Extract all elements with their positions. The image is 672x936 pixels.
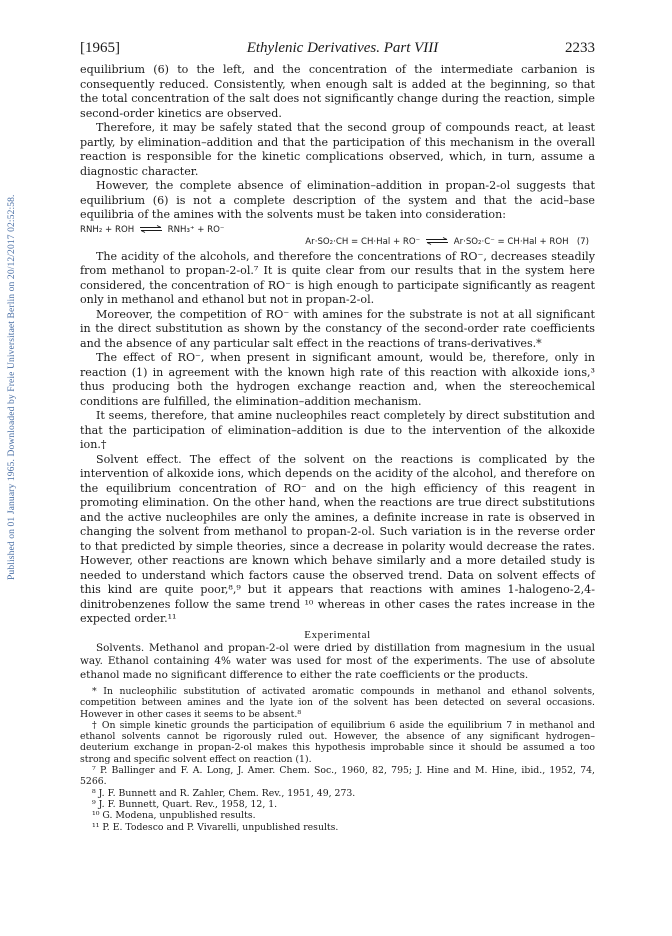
header-title: Ethylenic Derivatives. Part VIII [246,40,439,56]
page-body [80,40,595,833]
reference: ⁷ P. Ballinger and F. A. Long, J. Amer. Chem. Soc., 1960, 82, 795; J. Hine and M. Hine, ibid., 1952, 74, 5266. [80,765,595,788]
footnote: † On simple kinetic grounds the participation of equilibrium 6 aside the equilibrium 7 in methanol and ethanol solvents cannot be rigorously ruled out. However, the absence of any significant hydrogen–deuterium exchange in propan-2-ol makes this hypothesis improbable since it should be assumed a too strong and specific solvent effect on reaction (1). [80,719,595,765]
equation-7 [80,236,595,248]
running-header [80,40,595,57]
reference: ⁸ J. F. Bunnett and R. Zahler, Chem. Rev., 1951, 49, 273. [92,787,356,799]
header-page-number: 2233 [564,40,595,56]
reference: ⁹ J. F. Bunnett, Quart. Rev., 1958, 12, 1. [92,798,278,810]
equation-number: (7) [576,236,589,247]
footnote: * In nucleophilic substitution of activated aromatic compounds in methanol and ethanol solvents, competition between amines and the lyate ion of the solvent has been detected on several occasions. However in other cases it seems to be absent.⁸ [80,686,595,720]
reference: ¹⁰ G. Modena, unpublished results. [92,810,256,822]
paragraph: Solvents. Methanol and propan-2-ol were dried by distillation from magnesium in the usual way. Ethanol containing 4% water was used for most of the experiments. The use of absolute ethanol made no significant difference to either the rate coefficients or the products. [80,641,595,681]
equation-left: Ar·SO₂·CH = CH·Hal + RO⁻ [305,236,421,247]
paragraph: The acidity of the alcohols, and therefore the concentrations of RO⁻, decreases steadily from methanol to propan-2-ol.⁷ It is quite clear from our results that in the system here considered, the concentration of RO⁻ is high enough to participate significantly as reagent only in methanol and ethanol but not in propan-2-ol. [80,249,595,306]
paragraph: equilibrium (6) to the left, and the concentration of the intermediate carbanion is consequently reduced. Consistently, when enough salt is added at the beginning, so that the total concentration of the salt does not significantly change during the reaction, simple second-order kinetics are observed. [80,63,595,120]
reference: ¹¹ P. E. Todesco and P. Vivarelli, unpublished results. [92,821,339,833]
main-text [80,63,595,682]
equilibrium-arrow-icon [425,237,449,245]
sidebar-publication-note [6,160,20,580]
paragraph: Solvent effect. The effect of the solvent on the reactions is complicated by the intervention of alkoxide ions, which depends on the acidity of the alcohol, and therefore on the equilibrium concentration of RO⁻ and on the high efficiency of this reagent in promoting elimination. On the other hand, when the reactions are true direct substitutions and the active nucleophiles are only the amines, a definite increase in rate is observed in changing the solvent from methanol to propan-2-ol. Such variation is in the reverse order to that predicted by simple theories, since a decrease in polarity would decrease the rates. However, other reactions are known which behave similarly and a more detailed study is needed to understand which factors cause the observed trend. Data on solvent effects of this kind are quite poor,⁸,⁹ but it appears that reactions with amines 1-halogeno-2,4-dinitrobenzenes follow the same trend ¹⁰ whereas in other cases the rates increase in the expected order.¹¹ [80,452,595,625]
paragraph: However, the complete absence of elimination–addition in propan-2-ol suggests that equilibrium (6) is not a complete description of the system and that the acid–base equilibria of the amines with the solvents must be taken into consideration: [80,179,595,221]
paragraph: Moreover, the competition of RO⁻ with amines for the substrate is not at all significant in the direct substitution as shown by the constancy of the second-order rate coefficients and the absence of any particular salt effect in the reactions of trans-derivatives.* [80,307,595,350]
sidebar-note-text: Published on 01 January 1965. Downloaded by Freie Universitaet Berlin on 20/12/2017 02:52:58. [6,194,17,580]
header-year: [1965] [80,40,120,56]
equilibrium-arrow-icon [139,225,163,233]
equation-left: RNH₂ + ROH [80,224,135,235]
equation-right: Ar·SO₂·C⁻ = CH·Hal + ROH [453,236,569,247]
paragraph: It seems, therefore, that amine nucleophiles react completely by direct substitution and that the participation of elimination–addition is due to the intervention of the alkoxide ion.† [80,409,595,451]
footnotes [80,686,595,833]
section-heading: Experimental [304,628,371,641]
equation-acid-base [80,224,595,236]
equation-right: RNH₃⁺ + RO⁻ [167,224,225,235]
paragraph: The effect of RO⁻, when present in significant amount, would be, therefore, only in reaction (1) in agreement with the known high rate of this reaction with alkoxide ions,³ thus producing both the hydrogen exchange reaction and, when the stereochemical conditions are fulfilled, the elimination–addition mechanism. [80,351,595,408]
paragraph: Therefore, it may be safely stated that the second group of compounds react, at least partly, by elimination–addition and that the participation of this mechanism in the overall reaction is responsible for the kinetic complications observed, which, in turn, assume a diagnostic character. [80,121,595,178]
